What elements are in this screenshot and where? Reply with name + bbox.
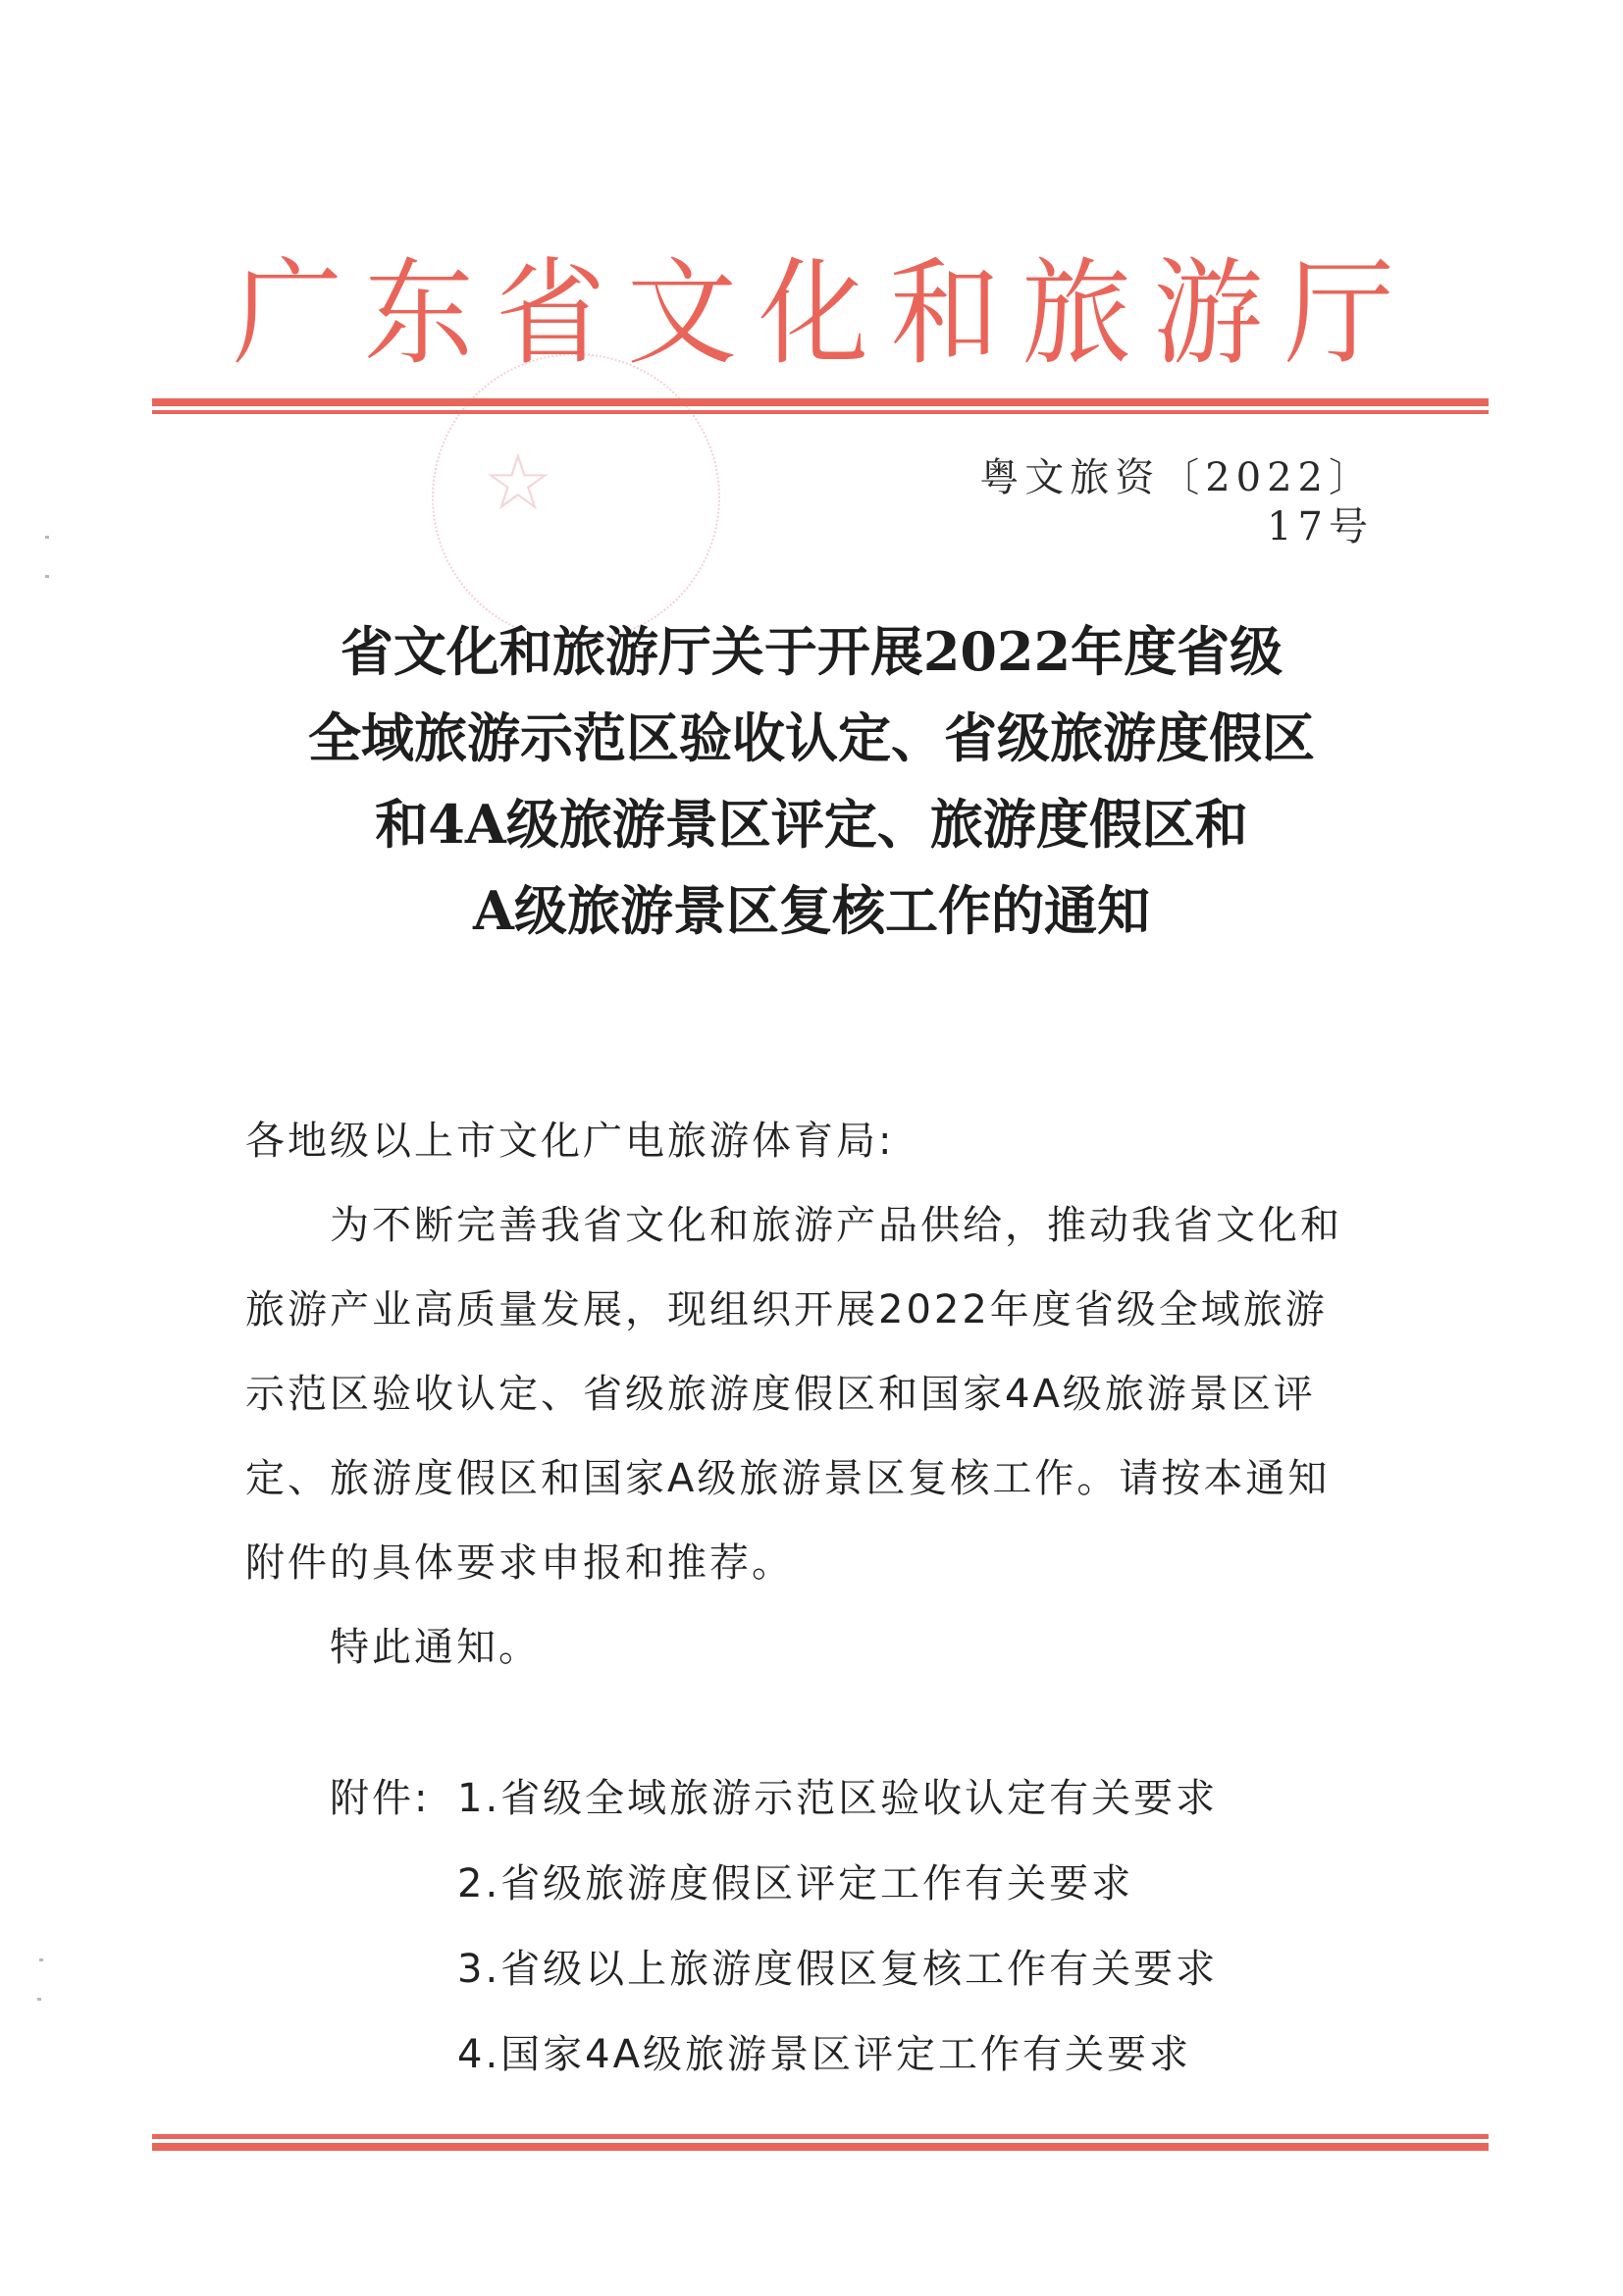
title-line: 省文化和旅游厅关于开展2022年度省级 xyxy=(340,620,1283,683)
addressee xyxy=(245,1099,1384,1183)
document-number: 粤文旅资〔2022〕17号 xyxy=(979,455,1374,549)
attachments-list xyxy=(330,1756,1311,2098)
body-line: 为不断完善我省文化和旅游产品供给，推动我省文化和 xyxy=(330,1203,1342,1248)
attachment-item xyxy=(330,1756,1311,1842)
masthead-org-name: 广东省文化和旅游厅 xyxy=(233,246,1416,382)
document-title xyxy=(196,608,1427,954)
attachment-text: 1.省级全域旅游示范区验收认定有关要求 xyxy=(457,1776,1219,1821)
scan-speck xyxy=(45,536,49,539)
attachment-text: 4.国家4A级旅游景区评定工作有关要求 xyxy=(457,2032,1191,2077)
masthead-red-rule xyxy=(152,398,1489,414)
attachment-text: 3.省级以上旅游度假区复核工作有关要求 xyxy=(457,1947,1219,1992)
footer-red-rule xyxy=(152,2134,1489,2151)
attachment-item xyxy=(330,1842,1311,1927)
title-line: 全域旅游示范区验收认定、省级旅游度假区 xyxy=(308,706,1315,769)
body-line: 旅游产业高质量发展，现组织开展2022年度省级全域旅游 xyxy=(245,1287,1328,1332)
attachment-text: 2.省级旅游度假区评定工作有关要求 xyxy=(457,1861,1134,1906)
addressee-text: 各地级以上市文化广电旅游体育局: xyxy=(245,1119,895,1164)
attachments-label: 附件: xyxy=(330,1776,431,1821)
body-line: 定、旅游度假区和国家A级旅游景区复核工作。请按本通知 xyxy=(245,1456,1331,1501)
scan-speck xyxy=(45,575,49,578)
closing-text: 特此通知。 xyxy=(330,1625,541,1670)
body-paragraph xyxy=(245,1183,1384,1605)
closing xyxy=(245,1605,1384,1690)
body-line: 示范区验收认定、省级旅游度假区和国家4A级旅游景区评 xyxy=(245,1372,1316,1417)
title-line: A级旅游景区复核工作的通知 xyxy=(473,879,1150,942)
official-seal-stamp xyxy=(432,353,720,642)
title-line: 和4A级旅游景区评定、旅游度假区和 xyxy=(375,793,1248,856)
scan-speck xyxy=(37,1998,41,2001)
attachment-item xyxy=(330,1927,1311,2012)
scan-speck xyxy=(39,1958,43,1961)
seal-star-icon: ☆ xyxy=(483,437,553,528)
attachment-item xyxy=(330,2012,1311,2098)
body-line: 附件的具体要求申报和推荐。 xyxy=(245,1540,794,1586)
